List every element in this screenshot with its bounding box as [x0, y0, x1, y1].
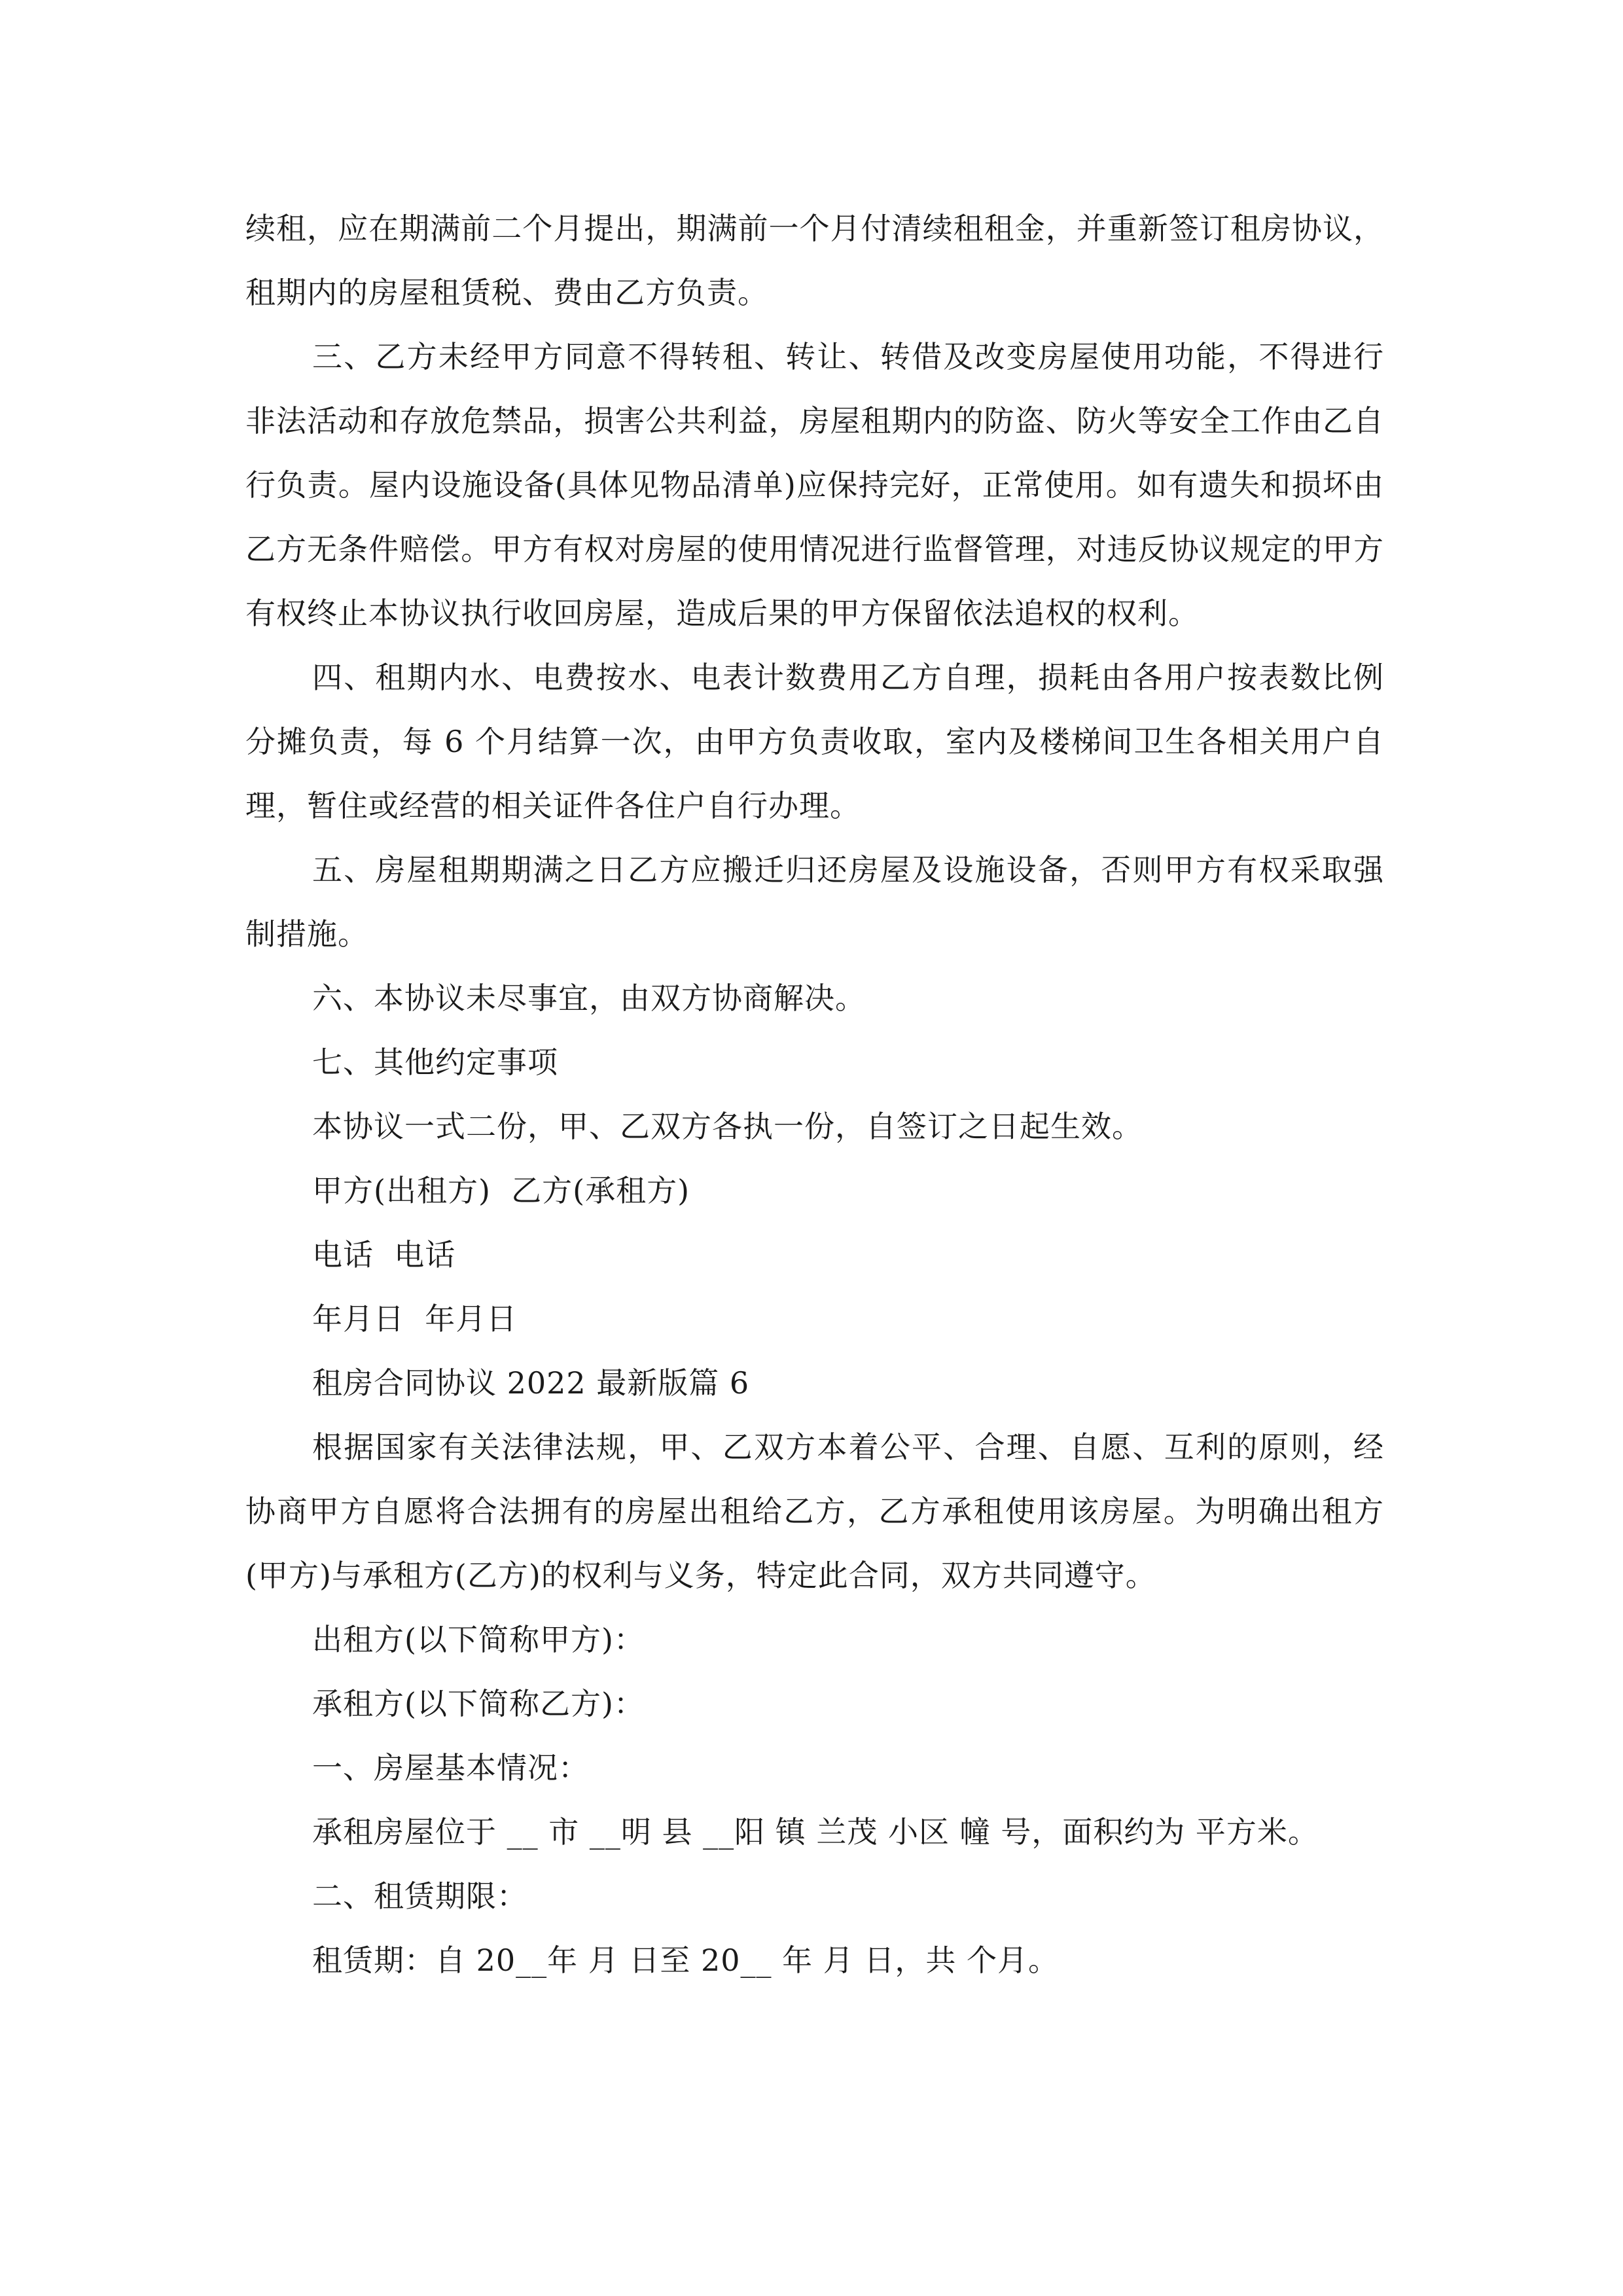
document-body — [245, 196, 1384, 1992]
clause-2-heading: 二、租赁期限： — [312, 1878, 527, 1914]
paragraph-clause-4: 四、租期内水、电费按水、电表计数费用乙方自理，损耗由各用户按表数比例分摊负责，每 6 个月结算一次，由甲方负责收取，室内及楼梯间卫生各相关用户自理，暂住或经营的相关证件各住户自行办理。 — [245, 660, 1384, 823]
paragraph-clause-7: 七、其他约定事项 — [312, 1045, 558, 1080]
signature-date-line: 年月日 年月日 — [312, 1301, 518, 1336]
paragraph-clause-6: 六、本协议未尽事宜，由双方协商解决。 — [312, 980, 866, 1016]
lessee-field: 承租方(以下简称乙方)： — [312, 1686, 645, 1721]
clause-1-heading: 一、房屋基本情况： — [312, 1750, 589, 1785]
lessor-field: 出租方(以下简称甲方)： — [312, 1622, 645, 1657]
property-location-line: 承租房屋位于 __ 市 __明 县 __阳 镇 兰茂 小区 幢 号，面积约为 平方米。 — [312, 1814, 1319, 1850]
signature-parties-line: 甲方(出租方) 乙方(承租方) — [312, 1173, 690, 1208]
section-heading: 租房合同协议 2022 最新版篇 6 — [312, 1365, 750, 1401]
paragraph-copies: 本协议一式二份，甲、乙双方各执一份，自签订之日起生效。 — [312, 1109, 1143, 1144]
paragraph-preamble: 根据国家有关法律法规，甲、乙双方本着公平、合理、自愿、互利的原则，经协商甲方自愿将合法拥有的房屋出租给乙方，乙方承租使用该房屋。为明确出租方(甲方)与承租方(乙方)的权利与义务，特定此合同，双方共同遵守。 — [245, 1429, 1384, 1593]
paragraph-clause-5: 五、房屋租期期满之日乙方应搬迁归还房屋及设施设备，否则甲方有权采取强制措施。 — [245, 852, 1384, 952]
lease-term-line: 租赁期：自 20__年 月 日至 20__ 年 月 日，共 个月。 — [312, 1943, 1060, 1978]
paragraph-renewal-continued: 续租，应在期满前二个月提出，期满前一个月付清续租租金，并重新签订租房协议，租期内的房屋租赁税、费由乙方负责。 — [245, 211, 1384, 310]
signature-phone-line: 电话 电话 — [312, 1237, 456, 1272]
paragraph-clause-3: 三、乙方未经甲方同意不得转租、转让、转借及改变房屋使用功能，不得进行非法活动和存放危禁品，损害公共利益，房屋租期内的防盗、防火等安全工作由乙自行负责。屋内设施设备(具体见物品清单)应保持完好，正常使用。如有遗失和损坏由乙方无条件赔偿。甲方有权对房屋的使用情况进行监督管理，对违反协议规定的甲方有权终止本协议执行收回房屋，造成后果的甲方保留依法追权的权利。 — [245, 339, 1384, 631]
